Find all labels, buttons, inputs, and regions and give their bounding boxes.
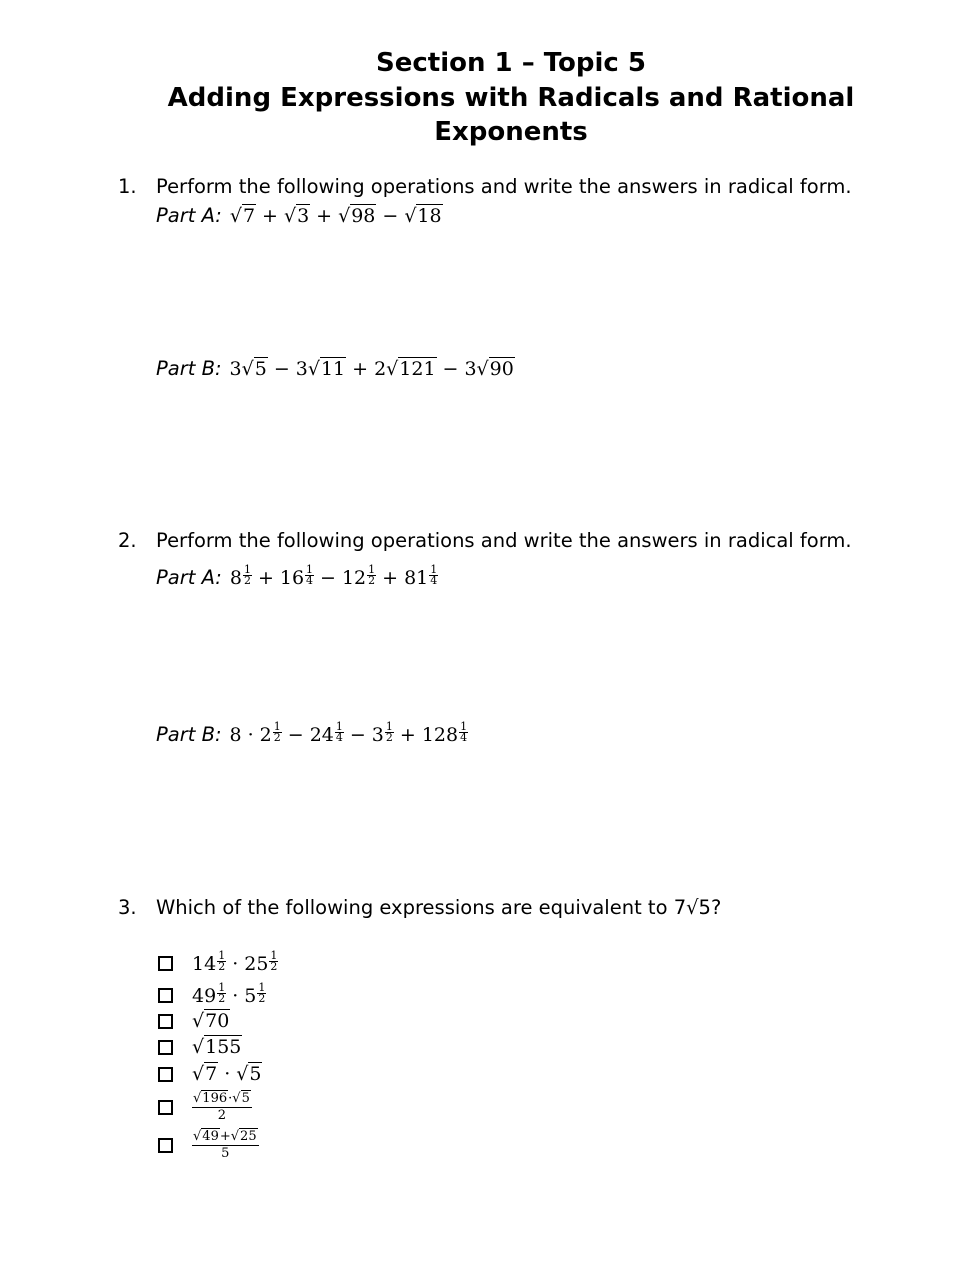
question-1-part-b bbox=[156, 357, 515, 380]
part-a-label: Part A: bbox=[156, 204, 222, 227]
option-4[interactable] bbox=[158, 1034, 242, 1060]
checkbox[interactable] bbox=[158, 988, 173, 1003]
part-b-label: Part B: bbox=[156, 357, 222, 380]
question-1-number: 1. bbox=[118, 175, 137, 198]
option-5-expression: √7 · √5 bbox=[192, 1063, 262, 1085]
option-6[interactable] bbox=[158, 1088, 252, 1126]
question-1-part-a bbox=[156, 204, 443, 227]
option-1-expression: 14 $\frac{1}{2}$ · 25 $\frac{1}{2}$ bbox=[192, 949, 278, 975]
q2a-expression: 8 $\frac{1}{2}$ + 16 $\frac{1}{4}$ − 12 $\frac{1}{2}$ + 81 $\frac{1}{4}$ bbox=[229, 563, 438, 589]
checkbox[interactable] bbox=[158, 1040, 173, 1055]
question-1-prompt: Perform the following operations and write the answers in radical form. bbox=[156, 175, 852, 198]
question-2-part-a bbox=[156, 565, 438, 589]
checkbox[interactable] bbox=[158, 1014, 173, 1029]
option-2[interactable] bbox=[158, 982, 266, 1008]
option-7[interactable] bbox=[158, 1125, 259, 1165]
question-3-number: 3. bbox=[118, 896, 137, 919]
option-5[interactable] bbox=[158, 1061, 262, 1087]
option-1[interactable] bbox=[158, 950, 278, 976]
q1a-expression: √7 + √3 + √98 − √18 bbox=[229, 205, 442, 227]
checkbox[interactable] bbox=[158, 1067, 173, 1082]
page-title-line1: Section 1 – Topic 5 bbox=[376, 48, 646, 78]
question-3-prompt: Which of the following expressions are equivalent to 7√5? bbox=[156, 896, 722, 919]
part-b-label: Part B: bbox=[156, 723, 222, 746]
option-7-expression: $\frac{√49+√25}{5}$ bbox=[193, 1128, 257, 1161]
page-title-line3: Exponents bbox=[434, 117, 588, 147]
option-2-expression: 49 $\frac{1}{2}$ · 5 $\frac{1}{2}$ bbox=[192, 981, 266, 1007]
checkbox[interactable] bbox=[158, 1100, 173, 1115]
option-4-expression: √155 bbox=[192, 1036, 242, 1058]
q2b-expression: 8 · 2 $\frac{1}{2}$ − 24 $\frac{1}{4}$ − 3 $\frac{1}{2}$ + 128 $\frac{1}{4}$ bbox=[229, 720, 468, 746]
checkbox[interactable] bbox=[158, 956, 173, 971]
question-2-part-b bbox=[156, 722, 468, 746]
option-6-expression: $\frac{√196\cdot√5}{2}$ bbox=[193, 1090, 250, 1123]
question-2-prompt: Perform the following operations and write the answers in radical form. bbox=[156, 529, 852, 552]
q1b-expression: 3√5 − 3√11 + 2√121 − 3√90 bbox=[229, 358, 514, 380]
option-3-expression: √70 bbox=[192, 1010, 230, 1032]
part-a-label: Part A: bbox=[156, 566, 222, 589]
checkbox[interactable] bbox=[158, 1138, 173, 1153]
page-title-line2: Adding Expressions with Radicals and Rational bbox=[167, 83, 855, 113]
question-2-number: 2. bbox=[118, 529, 137, 552]
option-3[interactable] bbox=[158, 1008, 230, 1034]
